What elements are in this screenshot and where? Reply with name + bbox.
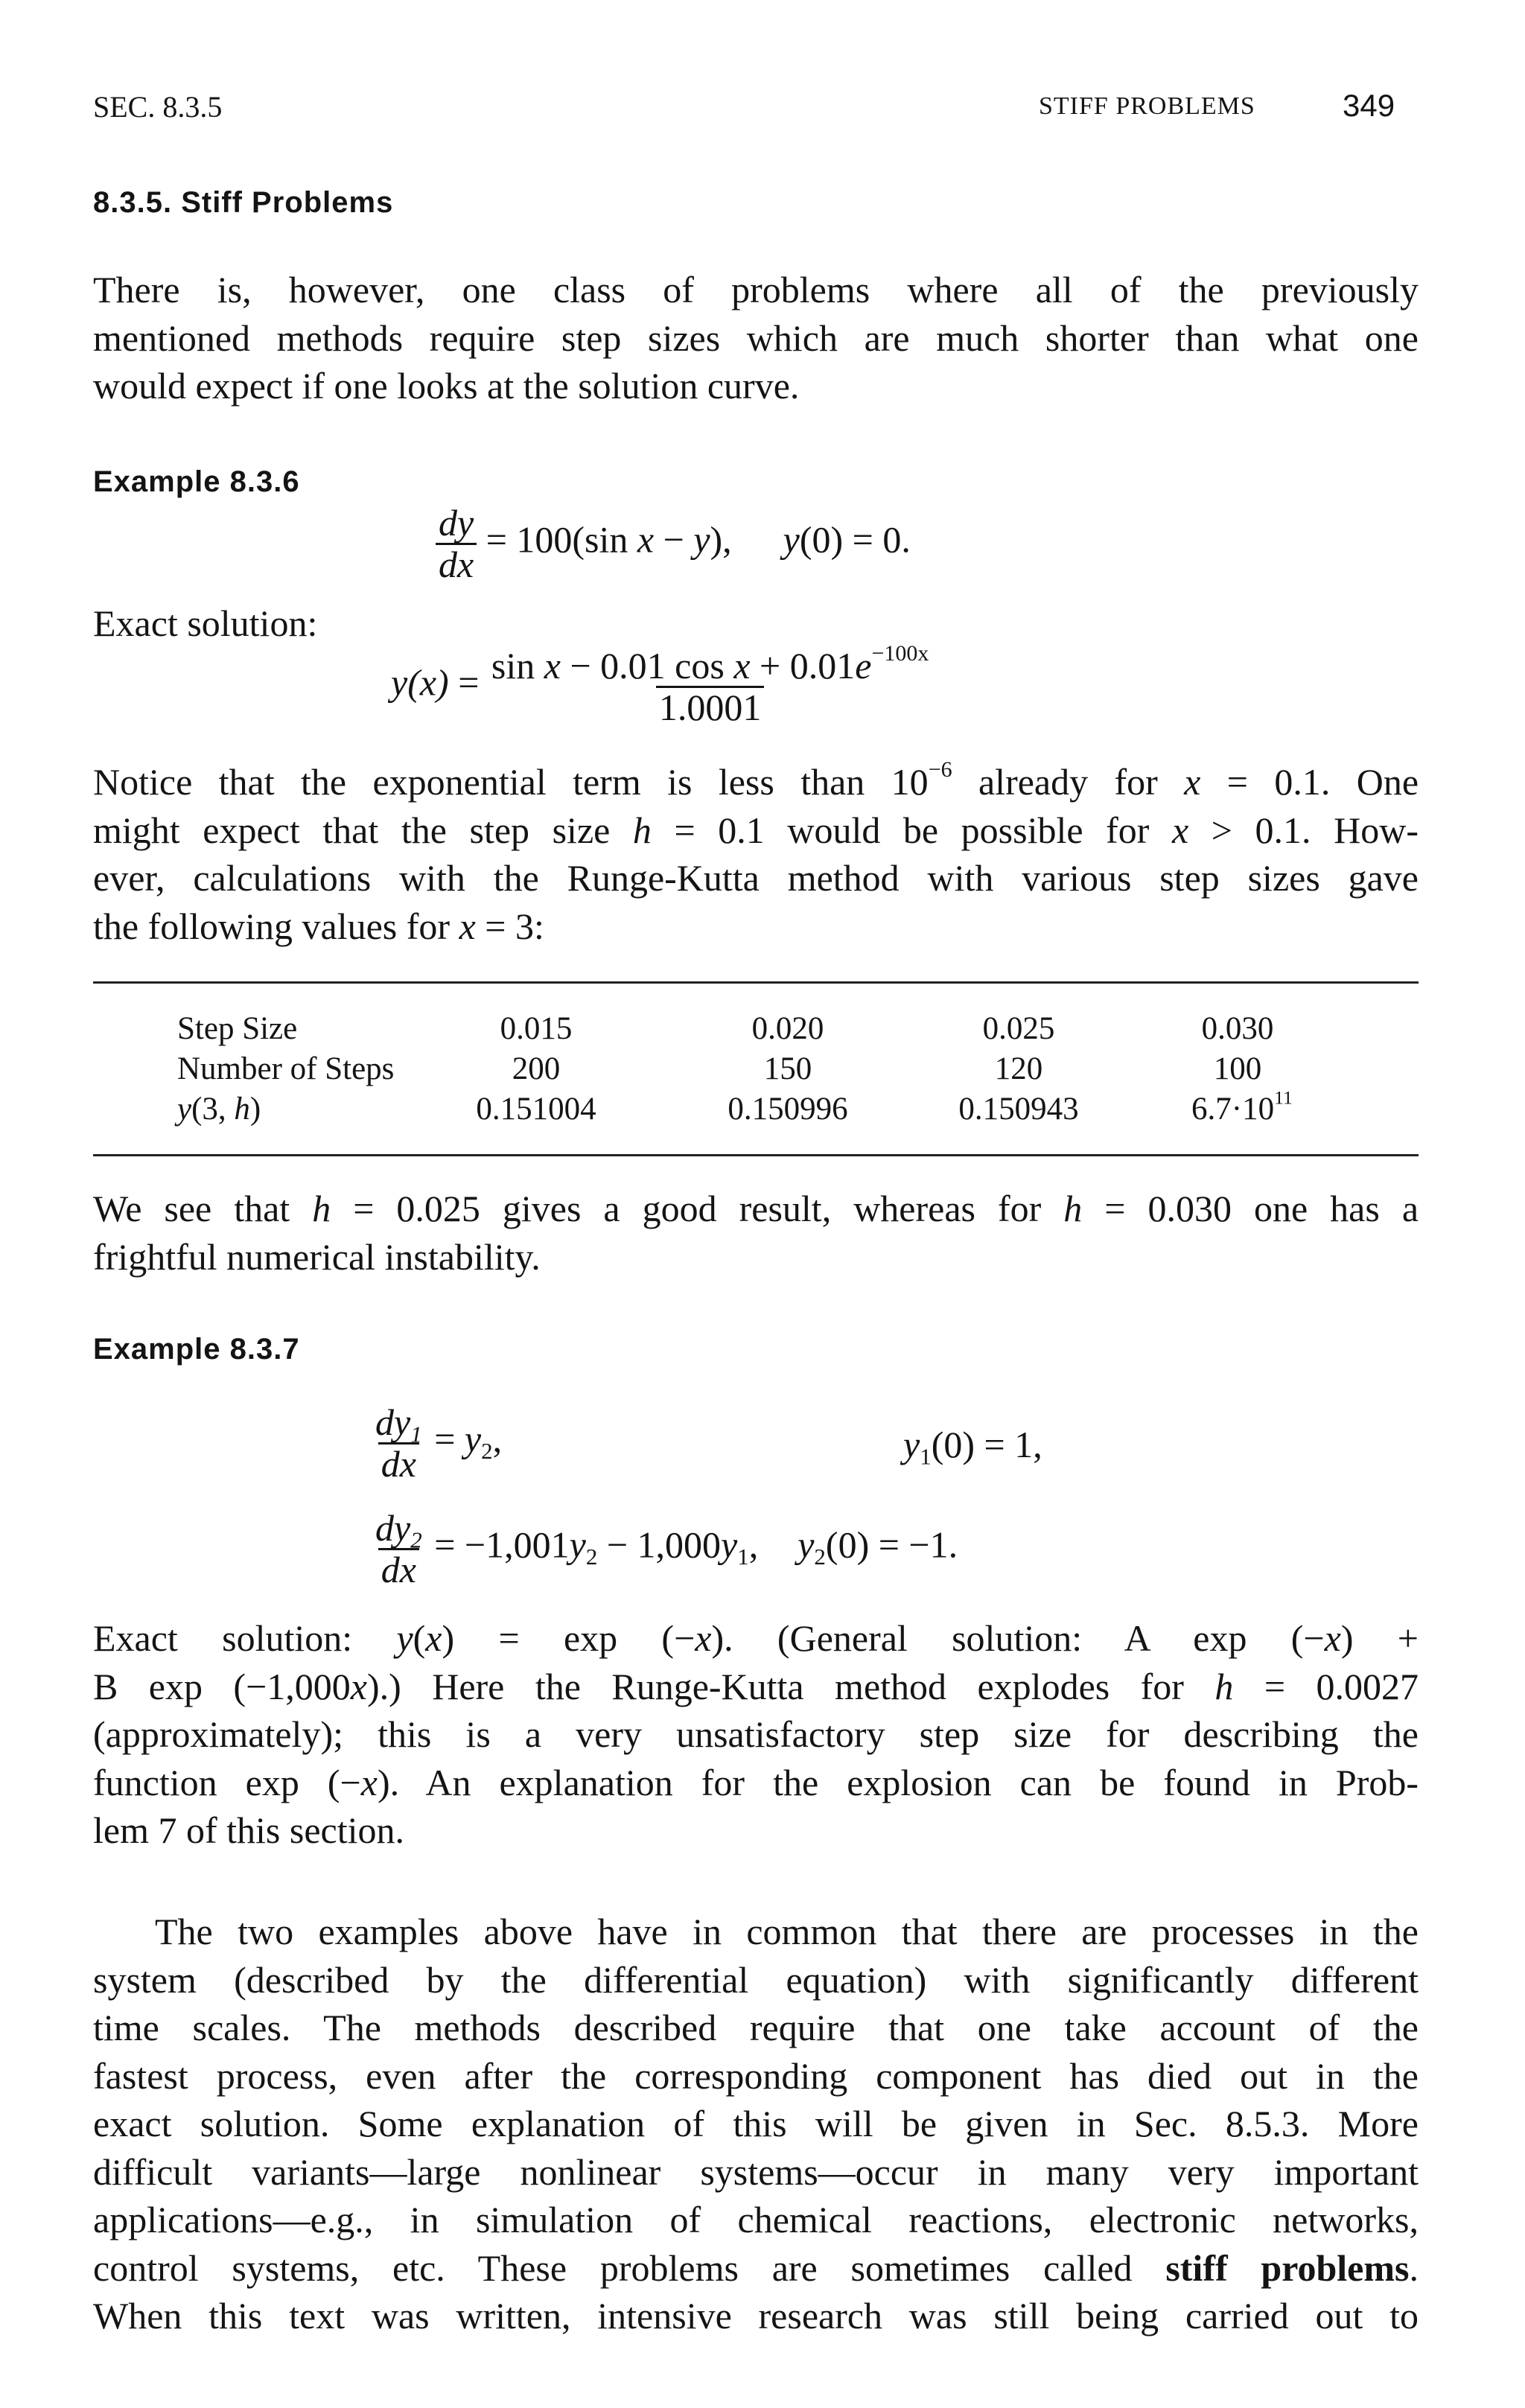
result-line: frightful numerical instability. (93, 1235, 541, 1278)
intro-line: would expect if one looks at the solution curve. (93, 365, 800, 407)
table-cell: 0.020 (751, 1011, 824, 1046)
final-line: When this text was written, intensive research was still being carried out to (93, 2295, 1419, 2337)
exact-solution-paragraph (93, 1614, 1419, 1855)
final-line: The two examples above have in common that there are processes in the (155, 1911, 1419, 1952)
table-cell: $6.7\cdot 10^{11}$ (1191, 1086, 1293, 1127)
final-line: system (described by the differential equation) with significantly different (93, 1958, 1419, 2001)
final-line: applications—e.g., in simulation of chemical reactions, electronic networks, (93, 2199, 1419, 2240)
page-number: 349 (1343, 88, 1395, 123)
exact-solution-label: Exact solution: (93, 602, 318, 644)
exact-line: function exp (−x). An explanation for the explosion can be found in Prob- (93, 1761, 1419, 1803)
header-section-ref: SEC. 8.3.5 (93, 90, 223, 124)
table-cell: 0.150943 (958, 1092, 1079, 1127)
final-line: exact solution. Some explanation of this will be given in Sec. 8.5.3. More (93, 2103, 1419, 2144)
table-cell: 0.030 (1201, 1011, 1274, 1046)
exact-line: lem 7 of this section. (93, 1809, 404, 1851)
table-row-label: Step Size (177, 1011, 298, 1046)
example-label: Example 8.3.6 (93, 465, 300, 498)
table-cell: 0.150996 (728, 1092, 848, 1127)
table-cell: 120 (994, 1051, 1043, 1086)
table-cell: 0.151004 (476, 1092, 596, 1127)
exact-solution-formula: y(x) = $\frac{\sin x - 0.01 \cos x + 0.01e^{-100x}}{1.0001}$ (391, 646, 932, 727)
table-row-label: y(3, h) (177, 1092, 261, 1127)
exact-line: Exact solution: y(x) = exp (−x). (General solution: A exp (−x) + (93, 1617, 1419, 1659)
exact-line: (approximately); this is a very unsatisfactory step size for describing the (93, 1713, 1419, 1755)
intro-paragraph (93, 266, 1419, 410)
derivative-fraction: $\frac{dy}{dx}$ (436, 503, 477, 584)
exact-line: B exp (−1,000x).) Here the Runge-Kutta method explodes for h = 0.0027 (93, 1665, 1419, 1707)
table-row-label: Number of Steps (177, 1051, 395, 1086)
solution-fraction: $\frac{\sin x - 0.01 \cos x + 0.01e^{-100x}}{1.0001}$ (491, 641, 929, 728)
intro-line: mentioned methods require step sizes which are much shorter than what one (93, 316, 1419, 359)
notice-line: ever, calculations with the Runge-Kutta method with various step sizes gave (93, 857, 1419, 899)
result-line: We see that h = 0.025 gives a good result, whereas for h = 0.030 one has a (93, 1188, 1419, 1229)
system-equation-2: $\frac{dy_2}{dx}$ = $-1,001y_2 - 1,000y_1$, $y_2(0) = -1$. (372, 1509, 958, 1589)
table-bottom-rule (93, 1154, 1419, 1156)
header-running-title: STIFF PROBLEMS (1039, 92, 1255, 120)
final-line: fastest process, even after the corresponding component has died out in the (93, 2054, 1419, 2097)
notice-line: the following values for x = 3: (93, 905, 544, 947)
notice-paragraph (93, 758, 1419, 950)
derivative-fraction: $\frac{dy_2}{dx}$ (375, 1507, 422, 1590)
example-label: Example 8.3.7 (93, 1333, 300, 1366)
derivative-fraction: $\frac{dy_1}{dx}$ (375, 1401, 422, 1485)
notice-line: Notice that the exponential term is less than $10^{-6}$ already for x = 0.1. One (93, 757, 1419, 803)
intro-line: There is, however, one class of problems where all of the previously (93, 269, 1419, 310)
table-cell: 200 (512, 1051, 561, 1086)
differential-equation: $\frac{dy}{dx}$ = 100(sin x − y), y(0) = 0. (436, 503, 911, 584)
section-heading: 8.3.5. Stiff Problems (93, 186, 394, 219)
table-cell: 100 (1213, 1051, 1262, 1086)
stiff-problems-term: stiff problems (1165, 2246, 1410, 2289)
table-top-rule (93, 981, 1419, 984)
result-paragraph (93, 1185, 1419, 1281)
initial-condition-1: $y_1(0) = 1$, (903, 1424, 1042, 1470)
final-paragraph (93, 1908, 1419, 2340)
final-line: control systems, etc. These problems are sometimes called stiff problems. (93, 2246, 1419, 2289)
notice-line: might expect that the step size h = 0.1 would be possible for x > 0.1. How- (93, 809, 1419, 851)
final-line: time scales. The methods described require that one take account of the (93, 2007, 1419, 2048)
table-cell: 150 (763, 1051, 812, 1086)
table-cell: 0.015 (500, 1011, 573, 1046)
table-cell: 0.025 (982, 1011, 1055, 1046)
final-line: difficult variants—large nonlinear systems—occur in many very important (93, 2150, 1419, 2193)
system-equation-1: $\frac{dy_1}{dx}$ = $y_2$, (372, 1403, 502, 1483)
